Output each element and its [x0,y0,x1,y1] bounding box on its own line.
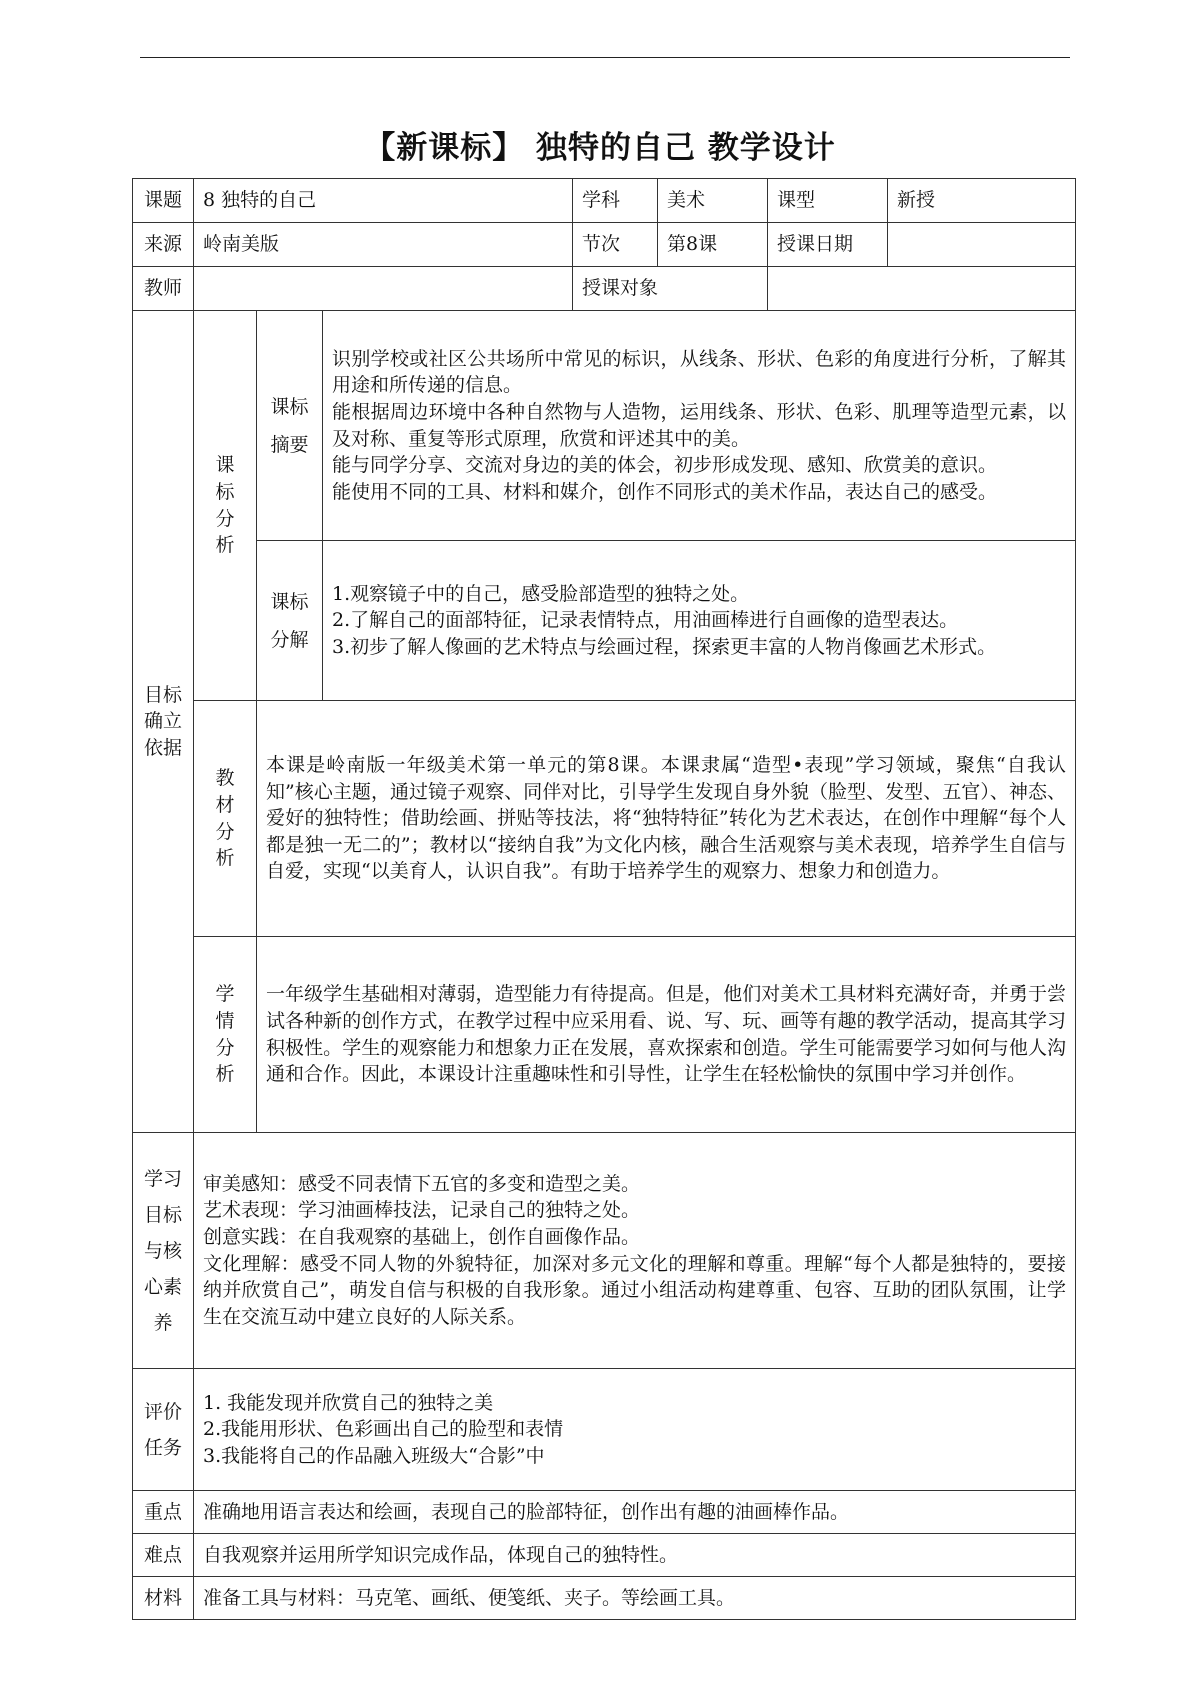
breakdown-content [323,541,1076,701]
objective-line: 艺术表现：学习油画棒技法，记录自己的独特之处。 [203,1199,641,1222]
materials-content: 准备工具与材料：马克笔、画纸、便笺纸、夹子。等绘画工具。 [194,1577,1076,1620]
textbook-analysis-label [194,701,257,937]
breakdown-label-text: 课标分解 [270,590,309,651]
evaluation-line: 1. 我能发现并欣赏自己的独特之美 [203,1391,494,1414]
header-rule [140,57,1070,58]
learner-analysis-label [194,937,257,1133]
row-materials [133,1577,1076,1620]
lesson-value: 第8课 [658,223,768,267]
standard-analysis-label [194,311,257,701]
difficulty-label: 难点 [133,1534,194,1577]
row-standard-breakdown [133,541,1076,701]
teacher-label: 教师 [133,267,194,311]
source-label: 来源 [133,223,194,267]
key-point-label: 重点 [133,1491,194,1534]
summary-line: 能使用不同的工具、材料和媒介，创作不同形式的美术作品，表达自己的感受。 [332,480,998,503]
topic-value: 8 独特的自己 [194,179,573,223]
row-textbook-analysis [133,701,1076,937]
objectives-label [133,1133,194,1369]
textbook-analysis-label-text: 教材分析 [215,767,235,870]
learner-analysis-content: 一年级学生基础相对薄弱，造型能力有待提高。但是，他们对美术工具材料充满好奇，并勇于尝试各种新的创作方式，在教学过程中应采用看、说、写、玩、画等有趣的教学活动，提高其学习积极性。学生的观察能力和想象力正在发展，喜欢探索和创造。学生可能需要学习如何与他人沟通和合作。因此，本课设计注重趣味性和引导性，让学生在轻松愉快的氛围中学习并创作。 [257,937,1076,1133]
summary-line: 识别学校或社区公共场所中常见的标识，从线条、形状、色彩的角度进行分析，了解其用途和所传递的信息。 [332,347,1066,397]
evaluation-label [133,1369,194,1491]
row-difficulty [133,1534,1076,1577]
difficulty-content: 自我观察并运用所学知识完成作品，体现自己的独特性。 [194,1534,1076,1577]
objectives-content [194,1133,1076,1369]
source-value: 岭南美版 [194,223,573,267]
date-value [888,223,1076,267]
breakdown-label [257,541,323,701]
textbook-analysis-content: 本课是岭南版一年级美术第一单元的第8课。本课隶属“造型•表现”学习领域，聚焦“自我认知”核心主题，通过镜子观察、同伴对比，引导学生发现自身外貌（脸型、发型、五官）、神态、爱好的独特性；借助绘画、拼贴等技法，将“独特特征”转化为艺术表达，在创作中理解“每个人都是独一无二的”；教材以“接纳自我”为文化内核，融合生活观察与美术表现，培养学生自信与自爱，实现“以美育人，认识自我”。有助于培养学生的观察力、想象力和创造力。 [257,701,1076,937]
summary-line: 能与同学分享、交流对身边的美的体会，初步形成发现、感知、欣赏美的意识。 [332,454,998,477]
summary-label-text: 课标摘要 [270,395,309,456]
audience-label: 授课对象 [573,267,768,311]
evaluation-label-text: 评价任务 [143,1400,182,1459]
teacher-value [194,267,573,311]
date-label: 授课日期 [768,223,888,267]
basis-label: 目标确立依据 [133,311,194,1133]
row-standard-summary [133,311,1076,541]
document-title: 【新课标】 独特的自己 教学设计 [364,130,836,166]
type-value: 新授 [888,179,1076,223]
audience-value [768,267,1076,311]
objective-line: 审美感知：感受不同表情下五官的多变和造型之美。 [203,1172,641,1195]
row-learner-analysis [133,937,1076,1133]
breakdown-line: 1.观察镜子中的自己，感受脸部造型的独特之处。 [332,582,750,605]
objective-line: 创意实践：在自我观察的基础上，创作自画像作品。 [203,1225,641,1248]
materials-label: 材料 [133,1577,194,1620]
topic-label: 课题 [133,179,194,223]
evaluation-line: 2.我能用形状、色彩画出自己的脸型和表情 [203,1418,564,1441]
subject-label: 学科 [573,179,658,223]
row-objectives [133,1133,1076,1369]
summary-label [257,311,323,541]
breakdown-line: 3.初步了解人像画的艺术特点与绘画过程，探索更丰富的人物肖像画艺术形式。 [332,635,997,658]
evaluation-line: 3.我能将自己的作品融入班级大“合影”中 [203,1444,545,1467]
lesson-plan-table [132,178,1076,1620]
row-source [133,223,1076,267]
objective-line: 文化理解：感受不同人物的外貌特征，加深对多元文化的理解和尊重。理解“每个人都是独特的，要接纳并欣赏自己”，萌发自信与积极的自我形象。通过小组活动构建尊重、包容、互助的团队氛围，让学生在交流互动中建立良好的人际关系。 [203,1252,1066,1328]
row-key-point [133,1491,1076,1534]
breakdown-line: 2.了解自己的面部特征，记录表情特点，用油画棒进行自画像的造型表达。 [332,609,959,632]
key-point-content: 准确地用语言表达和绘画，表现自己的脸部特征，创作出有趣的油画棒作品。 [194,1491,1076,1534]
row-topic [133,179,1076,223]
lesson-label: 节次 [573,223,658,267]
standard-analysis-label-text: 课标分析 [215,454,235,557]
row-teacher [133,267,1076,311]
objectives-label-text: 学习目标与核心素养 [143,1167,182,1334]
learner-analysis-label-text: 学情分析 [215,983,235,1086]
row-evaluation [133,1369,1076,1491]
type-label: 课型 [768,179,888,223]
subject-value: 美术 [658,179,768,223]
evaluation-content [194,1369,1076,1491]
summary-line: 能根据周边环境中各种自然物与人造物，运用线条、形状、色彩、肌理等造型元素，以及对称、重复等形式原理，欣赏和评述其中的美。 [332,400,1066,450]
summary-content [323,311,1076,541]
